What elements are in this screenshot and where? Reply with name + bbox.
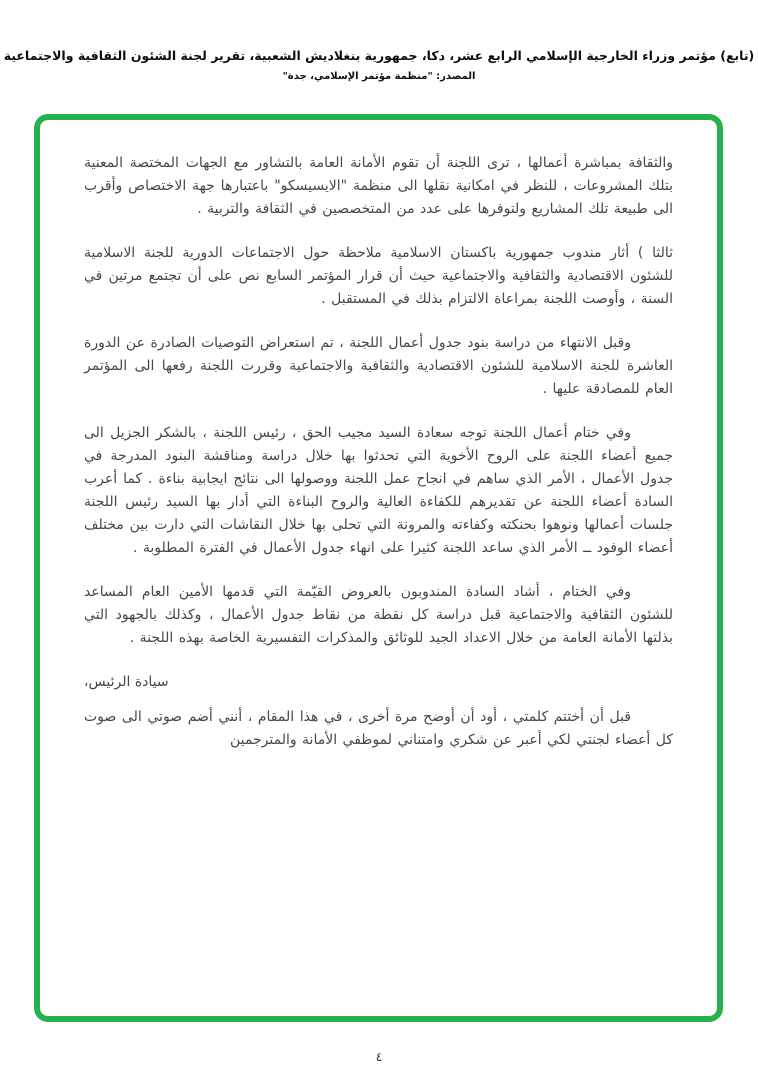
salutation-line: سيادة الرئيس،: [84, 674, 169, 690]
header-source: المصدر: "منظمة مؤتمر الإسلامي، جدة": [282, 71, 476, 82]
paragraph-conclusion: قبل أن أختتم كلمتي ، أود أن أوضح مرة أخرى ، في هذا المقام ، أنني أضم صوتي الى صوت كل أعضاء لجنتي لكي أعبر عن شكري وامتناني لموظفي الأمانة والمترجمين: [84, 709, 673, 748]
paragraph-closing-session: وفي ختام أعمال اللجنة توجه سعادة السيد مجيب الحق ، رئيس اللجنة ، بالشكر الجزيل الى جميع أعضاء اللجنة على الروح الأخوية التي تحدثوا بها خلال دراسة ومناقشة البنود المدرجة في جدول الأعمال ، الأمر الذي ساهم في انجاح عمل اللجنة ووصولها الى نتائج ايجابية بناءة . كما أعرب السادة أعضاء اللجنة عن تقديرهم للكفاءة العالية والروح البناءة التي أدار بها السيد رئيس اللجنة جلسات أعمالها ونوهوا بحنكته وكفاءته والمرونة التي تحلى بها خلال النقاشات التي دارت بين مختلف أعضاء الوفود ــ الأمر الذي ساعد اللجنة كثيرا على انهاء جدول الأعمال في الفترة المطلوبة .: [84, 425, 673, 556]
content-frame: [34, 114, 723, 1022]
paragraph-continuation: والثقافة بمباشرة أعمالها ، ترى اللجنة أن تقوم الأمانة العامة بالتشاور مع الجهات المختصة المعنية بتلك المشروعات ، للنظر في امكانية نقلها الى منظمة "الايسيسكو" باعتبارها جهة الاختصاص وأقرب الى طبيعة تلك المشاريع ولتوفرها على عدد من المتخصصين في الثقافة والتربية .: [84, 155, 673, 217]
paragraph-recommendations: وقبل الانتهاء من دراسة بنود جدول أعمال اللجنة ، تم استعراض التوصيات الصادرة عن الدورة العاشرة للجنة الاسلامية للشئون الاقتصادية والثقافية والاجتماعية وقررت اللجنة رفعها الى المؤتمر العام للمصادقة عليها .: [84, 335, 673, 397]
paragraph-final-thanks: وفي الختام ، أشاد السادة المندوبون بالعروض القيّمة التي قدمها الأمين العام المساعد للشئون الثقافية والاجتماعية قبل دراسة كل نقطة من نقاط جدول الأعمال ، وكذلك بالجهود التي بذلتها الأمانة العامة من خلال الاعداد الجيد للوثائق والمذكرات التفسيرية الخاصة بهذه اللجنة .: [84, 584, 673, 646]
paragraph-thirdly: ثالثا ) أثار مندوب جمهورية باكستان الاسلامية ملاحظة حول الاجتماعات الدورية للجنة الاسلامية للشئون الاقتصادية والثقافية والاجتماعية حيث أن قرار المؤتمر السابع نص على أن تجتمع مرتين في السنة ، وأوصت اللجنة بمراعاة الالتزام بذلك في المستقبل .: [84, 245, 673, 307]
document-body: [84, 152, 673, 752]
document-header: [0, 48, 758, 82]
header-title: (تابع) مؤتمر وزراء الخارجية الإسلامي الرابع عشر، دكا، جمهورية بنغلاديش الشعبية، تقرير لجنة الشئون الثقافية والاجتماعية: [3, 48, 755, 63]
page-number: ٤: [375, 1050, 383, 1064]
